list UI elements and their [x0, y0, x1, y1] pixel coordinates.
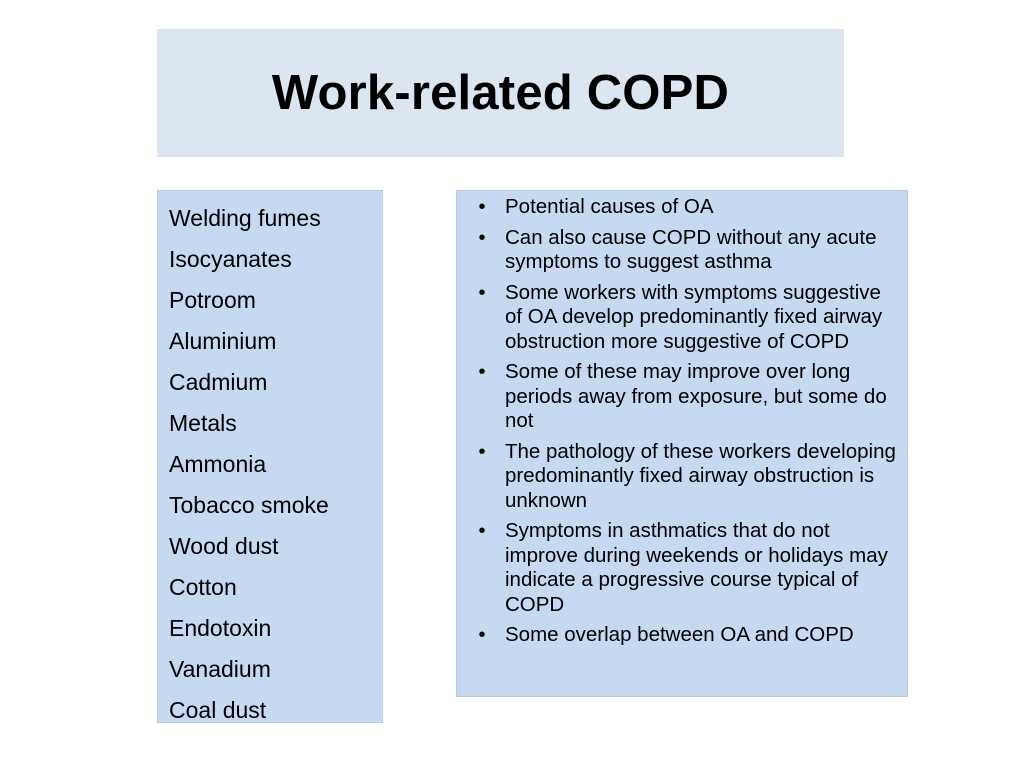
bullet-item: [457, 440, 897, 514]
exposure-item: Cotton: [169, 574, 237, 600]
bullet-item: [457, 623, 897, 648]
bullet-item: [457, 360, 897, 434]
bullet-text: Some workers with symptoms suggestive of OA develop predominantly fixed airway obstruction more suggestive of COPD: [505, 280, 883, 353]
title-banner: [157, 29, 844, 157]
exposure-item: Coal dust: [169, 697, 267, 723]
notes-bullet-box: [456, 190, 908, 697]
exposure-item: Isocyanates: [169, 246, 292, 272]
bullet-item: [457, 226, 897, 275]
exposure-item: Metals: [169, 410, 237, 436]
exposure-list-box: [157, 190, 383, 723]
exposure-item: Aluminium: [169, 328, 277, 354]
bullet-item: [457, 195, 897, 220]
bullet-marker: •: [478, 361, 486, 383]
bullet-item: [457, 281, 897, 355]
bullet-marker: •: [478, 440, 486, 463]
bullet-text: Symptoms in asthmatics that do not improve during weekends or holidays may indicate a progressive course typical of COPD: [505, 519, 888, 616]
exposure-item: Vanadium: [169, 656, 271, 682]
bullet-marker: •: [478, 624, 486, 646]
bullet-marker: •: [478, 281, 486, 304]
bullet-text: Some of these may improve over long periods away from exposure, but some do not: [505, 360, 887, 432]
exposure-item: Endotoxin: [169, 615, 272, 641]
exposure-item: Ammonia: [169, 451, 267, 477]
exposure-item: Potroom: [169, 287, 256, 313]
exposure-item: Tobacco smoke: [169, 492, 329, 518]
bullet-marker: •: [478, 226, 486, 249]
exposure-item: Wood dust: [169, 533, 279, 559]
bullet-item: [457, 519, 897, 617]
bullet-text: Can also cause COPD without any acute symptoms to suggest asthma: [505, 225, 877, 273]
exposure-item: Cadmium: [169, 369, 268, 395]
bullet-marker: •: [478, 520, 486, 542]
bullet-text: The pathology of these workers developing predominantly fixed airway obstruction is unknown: [505, 439, 896, 512]
bullet-marker: •: [478, 196, 486, 218]
slide-title: Work-related COPD: [271, 66, 730, 120]
exposure-item: Welding fumes: [169, 205, 321, 231]
bullet-text: Potential causes of OA: [505, 195, 714, 218]
bullet-text: Some overlap between OA and COPD: [505, 623, 854, 646]
